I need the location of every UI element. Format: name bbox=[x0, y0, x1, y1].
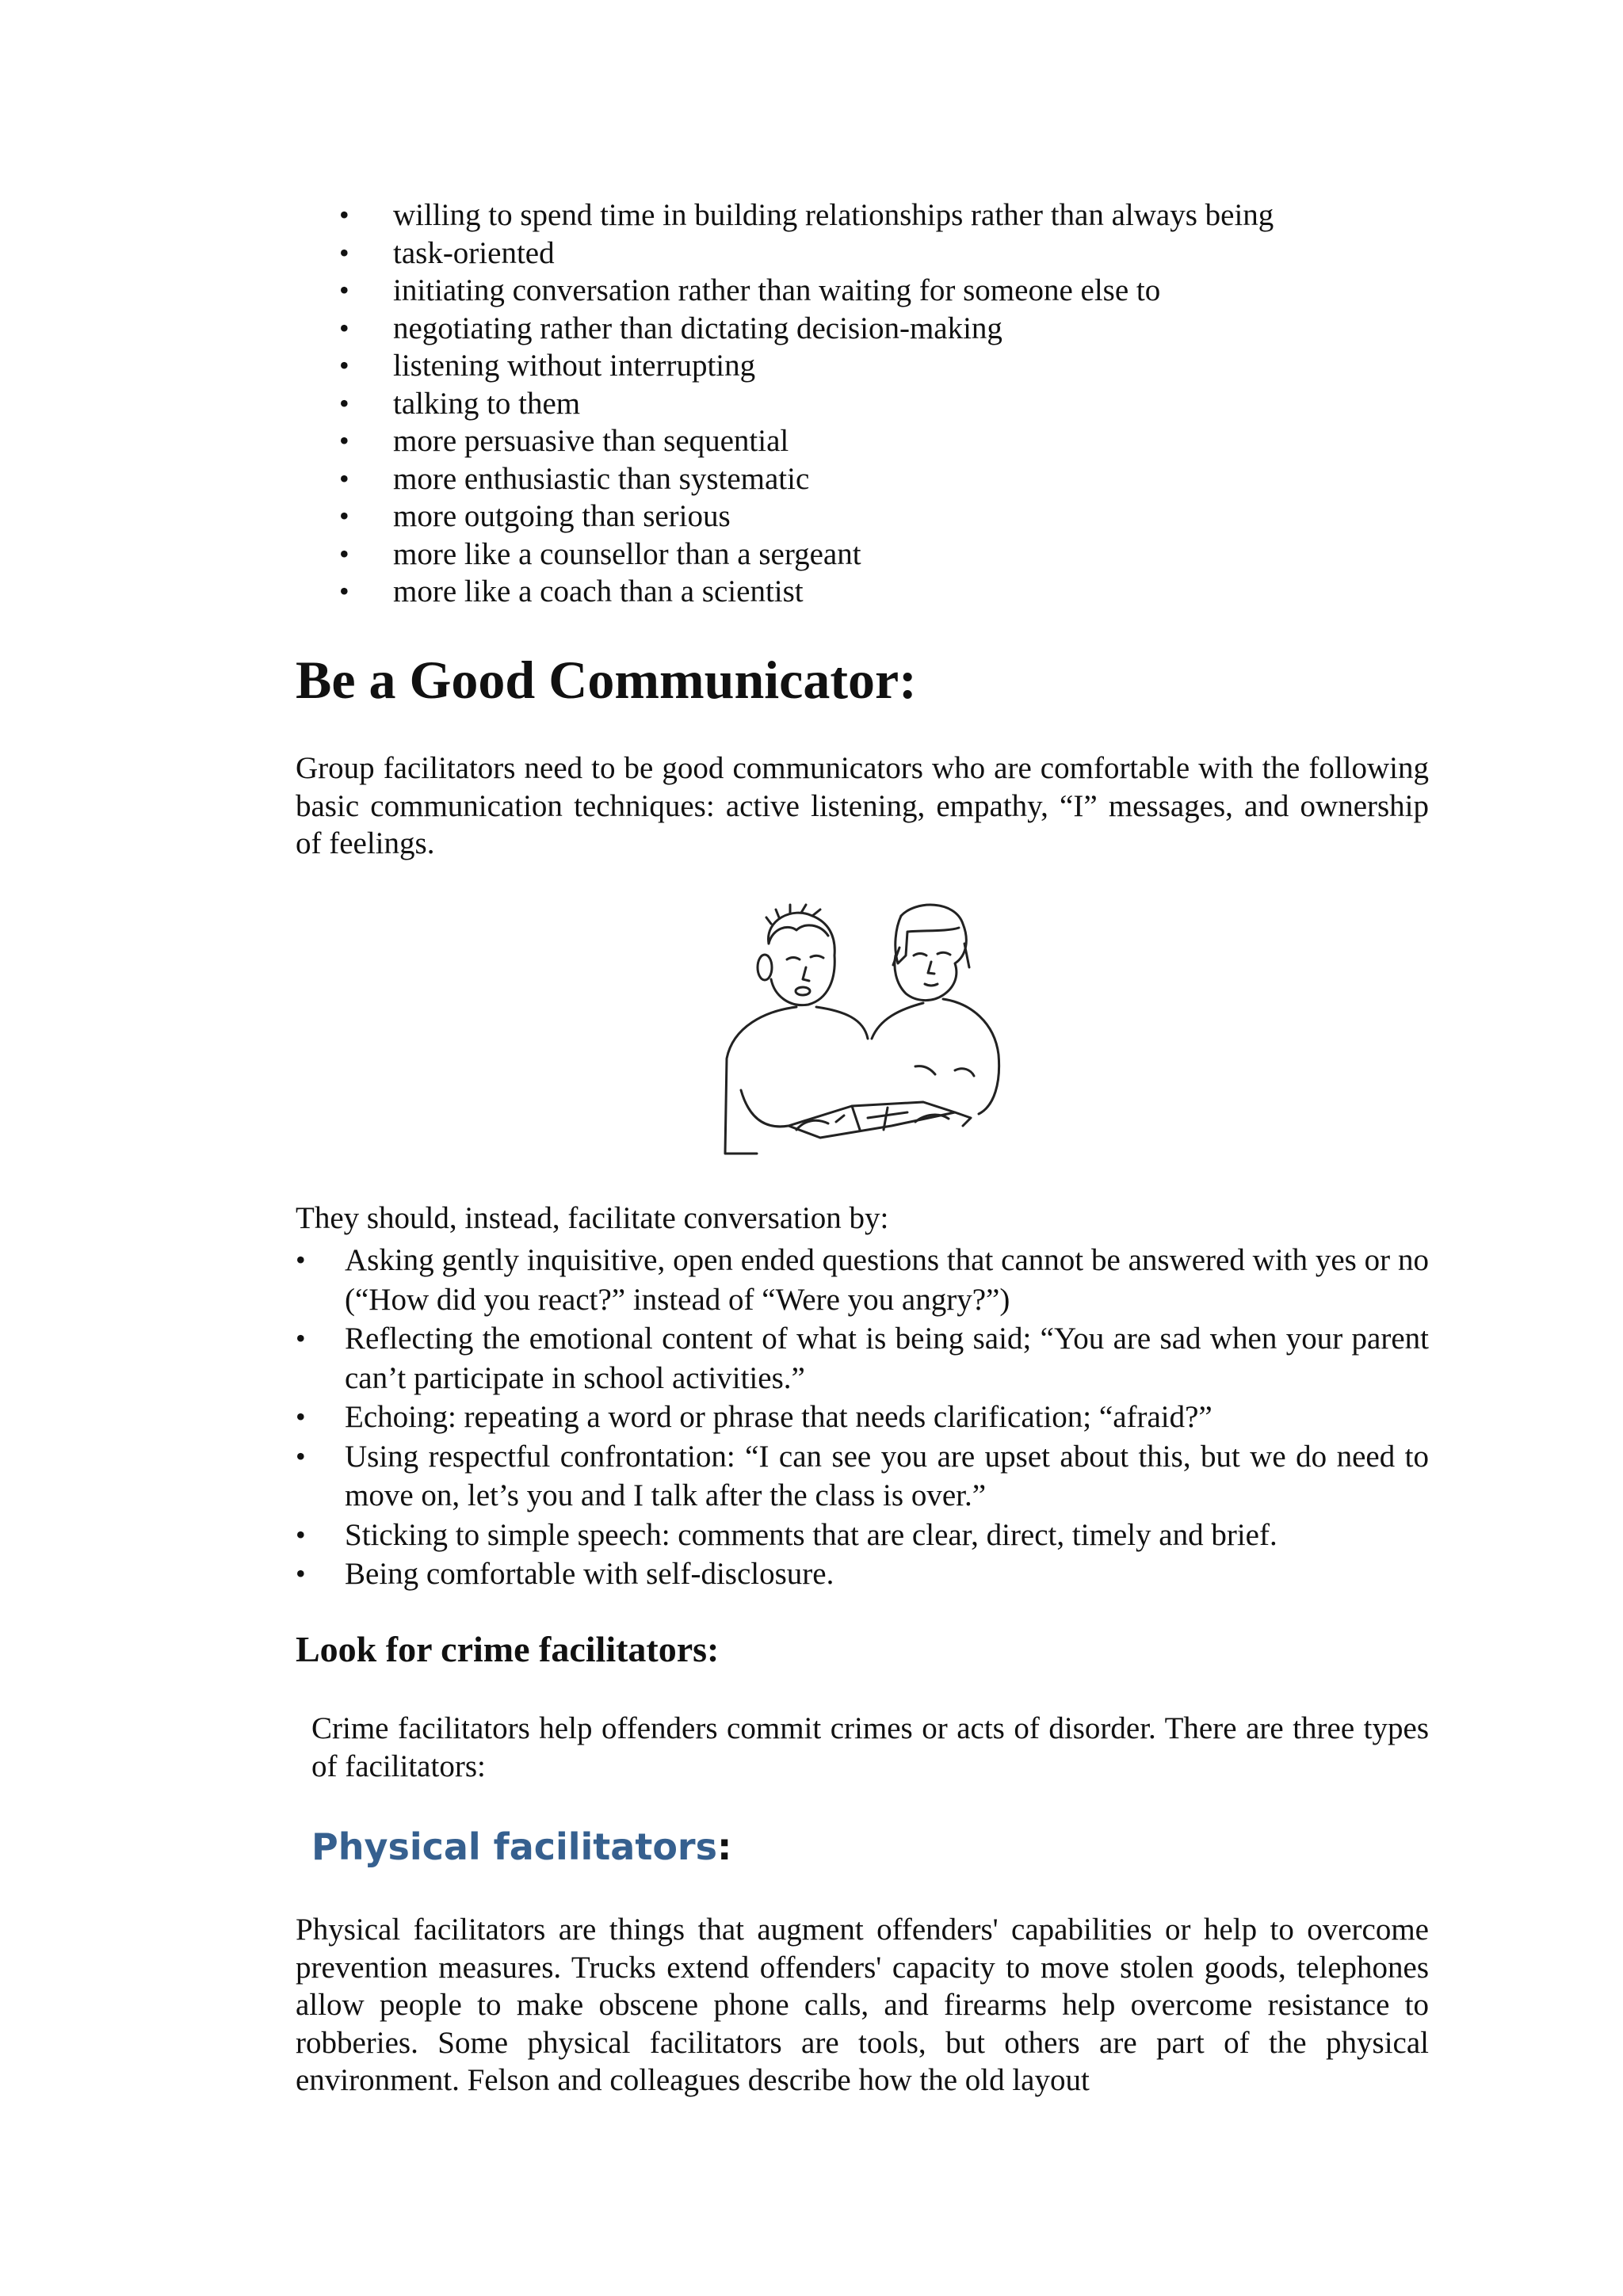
section-heading: Be a Good Communicator: bbox=[296, 650, 917, 710]
list-item: • more outgoing than serious bbox=[339, 498, 1449, 536]
technique-bullet-list bbox=[296, 1241, 1429, 1594]
list-item: • Reflecting the emotional content of what is being said; “You are sad when your parent can’t participate in school activities.” bbox=[296, 1319, 1429, 1398]
list-item: • willing to spend time in building relationships rather than always being bbox=[339, 196, 1449, 235]
list-item: • more persuasive than sequential bbox=[339, 422, 1449, 460]
list-item: • Echoing: repeating a word or phrase that needs clarification; “afraid?” bbox=[296, 1398, 1429, 1437]
list-item: • more enthusiastic than systematic bbox=[339, 460, 1449, 498]
crime-facilitators-heading: Look for crime facilitators: bbox=[296, 1629, 720, 1669]
list-item: • more like a counsellor than a sergeant bbox=[339, 536, 1449, 574]
physical-facilitators-paragraph: Physical facilitators are things that augment offenders' capabilities or help to overcome prevention measures. Trucks extend offenders' capacity to move stolen goods, telephones allow people to make obscene phone calls, and firearms help overcome resistance to robberies. Some physical facilitators are tools, but others are part of the physical environment. Felson and colleagues describe how the old layout bbox=[296, 1913, 1429, 2097]
list-item: • Being comfortable with self-disclosure. bbox=[296, 1554, 1429, 1594]
list-item: • task-oriented bbox=[339, 235, 1449, 273]
list-item: • negotiating rather than dictating decision-making bbox=[339, 310, 1449, 348]
physical-heading-colon: : bbox=[717, 1825, 732, 1868]
list-item: • Asking gently inquisitive, open ended questions that cannot be answered with yes or no (“How did you react?” instead of “Were you angry?”) bbox=[296, 1241, 1429, 1319]
list-item: • Sticking to simple speech: comments that are clear, direct, timely and brief. bbox=[296, 1516, 1429, 1555]
list-item: • Using respectful confrontation: “I can see you are upset about this, but we do need to move on, let’s you and I talk after the class is over.” bbox=[296, 1437, 1429, 1516]
physical-heading-text: Physical facilitators bbox=[311, 1825, 717, 1868]
list-item: • initiating conversation rather than waiting for someone else to bbox=[339, 272, 1449, 310]
trait-bullet-list bbox=[339, 196, 1449, 611]
crime-intro-paragraph: Crime facilitators help offenders commit crimes or acts of disorder. There are three types of facilitators: bbox=[311, 1711, 1429, 1783]
list-item: • talking to them bbox=[339, 385, 1449, 423]
list-item: • listening without interrupting bbox=[339, 347, 1449, 385]
two-people-reading-illustration bbox=[717, 900, 1002, 1161]
intro-paragraph: Group facilitators need to be good communicators who are comfortable with the following basic communication techniques: active listening, empathy, “I” messages, and ownership of feelings. bbox=[296, 751, 1429, 860]
lead-sentence: They should, instead, facilitate conversation by: bbox=[296, 1201, 889, 1235]
physical-facilitators-heading bbox=[311, 1824, 731, 1870]
list-item: • more like a coach than a scientist bbox=[339, 573, 1449, 611]
